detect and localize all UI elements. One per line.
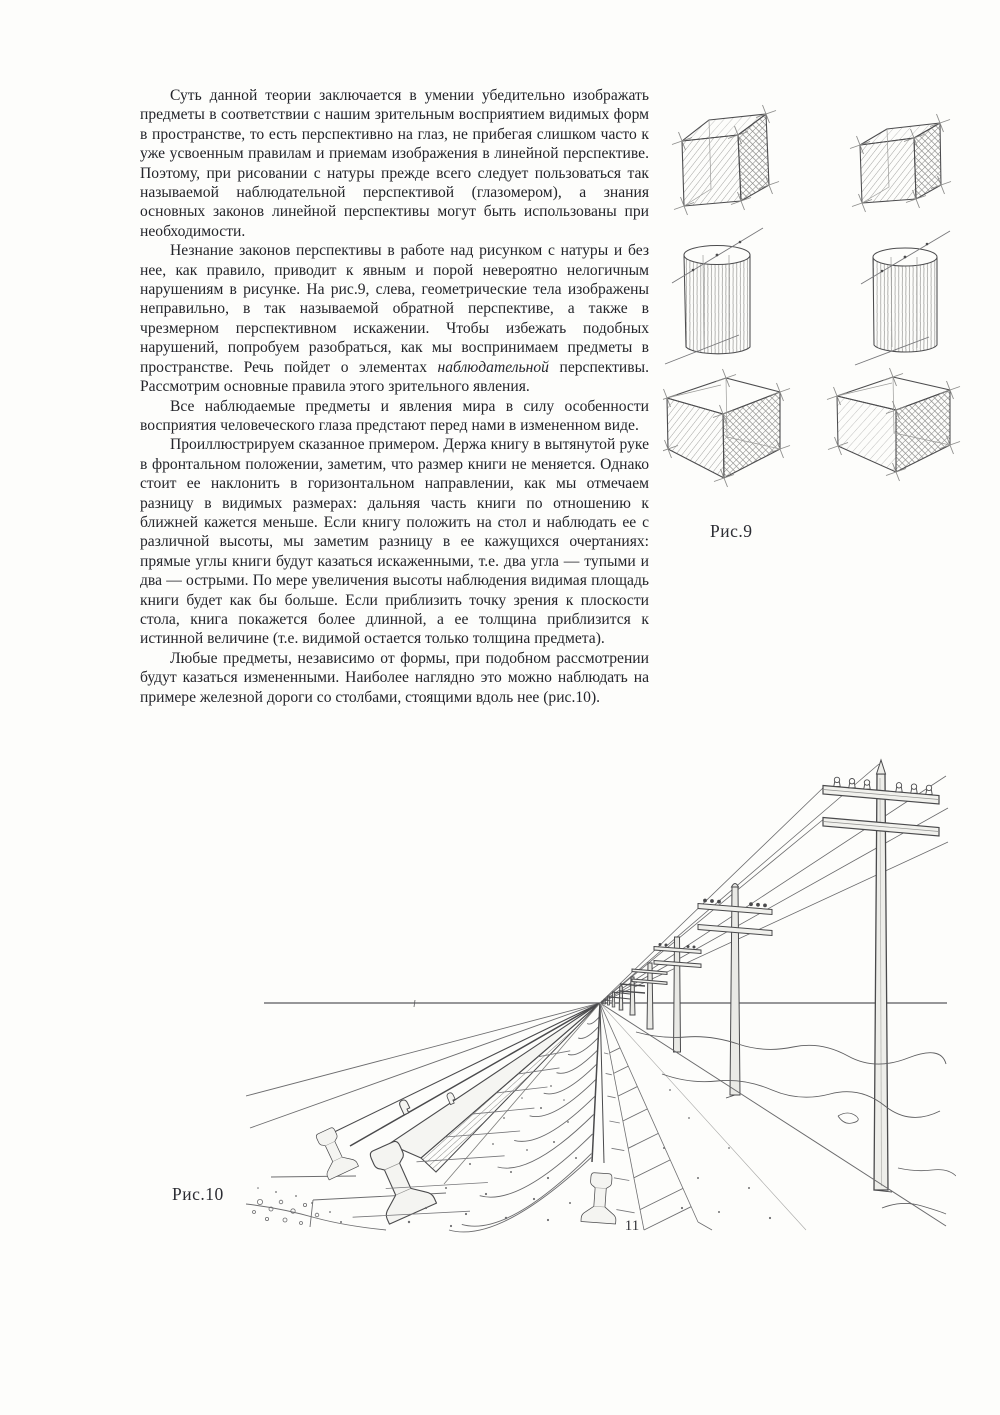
paragraph-4: Проиллюстрируем сказанное примером. Держа книгу в вытянутой руке в фронтальном положении, заметим, что размер книги не меняется. Однако стоит ее наклонить в горизонтальном направлении, как мы отмечаем разницу в видимых размерах: дальняя часть книги по отношению к ближней кажется меньше. Если книгу положить на стол и наблюдать ее с различной высоты, мы заметим разницу в ее кажущихся очертаниях: прямые углы книги будут казаться искаженными, т.е. два угла — тупыми и два — острыми. По мере увеличения высоты наблюдения видимая площадь книги будет как бы больше. Если приблизить точку зрения к плоскости стола, книга покажется более длинной, а ее толщина приблизится к истинной величине (т.е. видимой остается только толщина предмета). bbox=[140, 436, 649, 648]
rail-right bbox=[581, 1003, 619, 1224]
figure-10-caption: Рис.10 bbox=[172, 1184, 224, 1204]
terrain-lines bbox=[636, 1032, 956, 1214]
railroad-perspective-sketch bbox=[246, 756, 956, 1234]
paragraph-5: Любые предметы, независимо от формы, при подобном рассмотрении будут казаться измененными. Наиболее наглядно это можно наблюдать на примере железной дороги со столбами, стоящими вдоль нее (рис.10). bbox=[140, 649, 649, 706]
figure-9-sketch bbox=[663, 97, 963, 512]
paragraph-1: Суть данной теории заключается в умении убедительно изображать предметы в соответствии с нашим зрительным восприятием видимых форм в пространстве, то есть перспективно на глаз, не прибегая слишком часто к уже усвоенным правилам и приемам изображения в линейной перспективе. Поэтому, при рисовании с натуры прежде всего следует пользоваться так называемой наблюдательной перспективой (глазомером), а знания основных законов линейной перспективы могут быть использованы при необходимости. bbox=[140, 87, 649, 240]
box-sketch-wrong bbox=[663, 369, 790, 487]
pebbles bbox=[253, 1187, 343, 1224]
cylinder-sketch-wrong bbox=[665, 228, 763, 364]
paragraph-2-italic-term: наблюдательной bbox=[437, 358, 549, 376]
cube-sketch-wrong bbox=[672, 105, 779, 215]
body-text bbox=[140, 86, 649, 707]
footpath bbox=[600, 1003, 946, 1230]
page-number: 11 bbox=[624, 1218, 640, 1234]
cylinder-sketch-correct bbox=[855, 231, 950, 365]
paragraph-2 bbox=[140, 241, 649, 396]
sleeper-ends-right bbox=[604, 1053, 635, 1213]
figure-10-drawing bbox=[246, 756, 956, 1234]
paragraph-2-text: Незнание законов перспективы в работе над рисунком с натуры и без нее, как правило, приводит к явным и порой невероятно нелогичным нарушениям в рисунке. На рис.9, слева, геометрические тела изображены неправильно, в так называемой обратной перспективе, а также в чрезмерном перспективном искажении. Чтобы избежать подобных нарушений, попробуем разобраться, как мы воспринимаем предметы в пространстве. Речь пойдет о элементах bbox=[140, 242, 649, 376]
telegraph-pole-near bbox=[823, 760, 939, 1192]
telegraph-poles bbox=[602, 760, 939, 1192]
box-sketch-correct bbox=[827, 368, 960, 481]
paragraph-2-tail: перспективы. Рассмотрим основные правила этого зрительного явления. bbox=[140, 358, 649, 396]
cube-sketch-correct bbox=[850, 114, 951, 212]
paragraph-3: Все наблюдаемые предметы и явления мира в силу особенности восприятия человеческого глаза предстают перед нами в измененном виде. bbox=[140, 397, 649, 434]
figure-9-caption: Рис.9 bbox=[710, 521, 753, 541]
figure-9-drawing bbox=[663, 97, 963, 512]
